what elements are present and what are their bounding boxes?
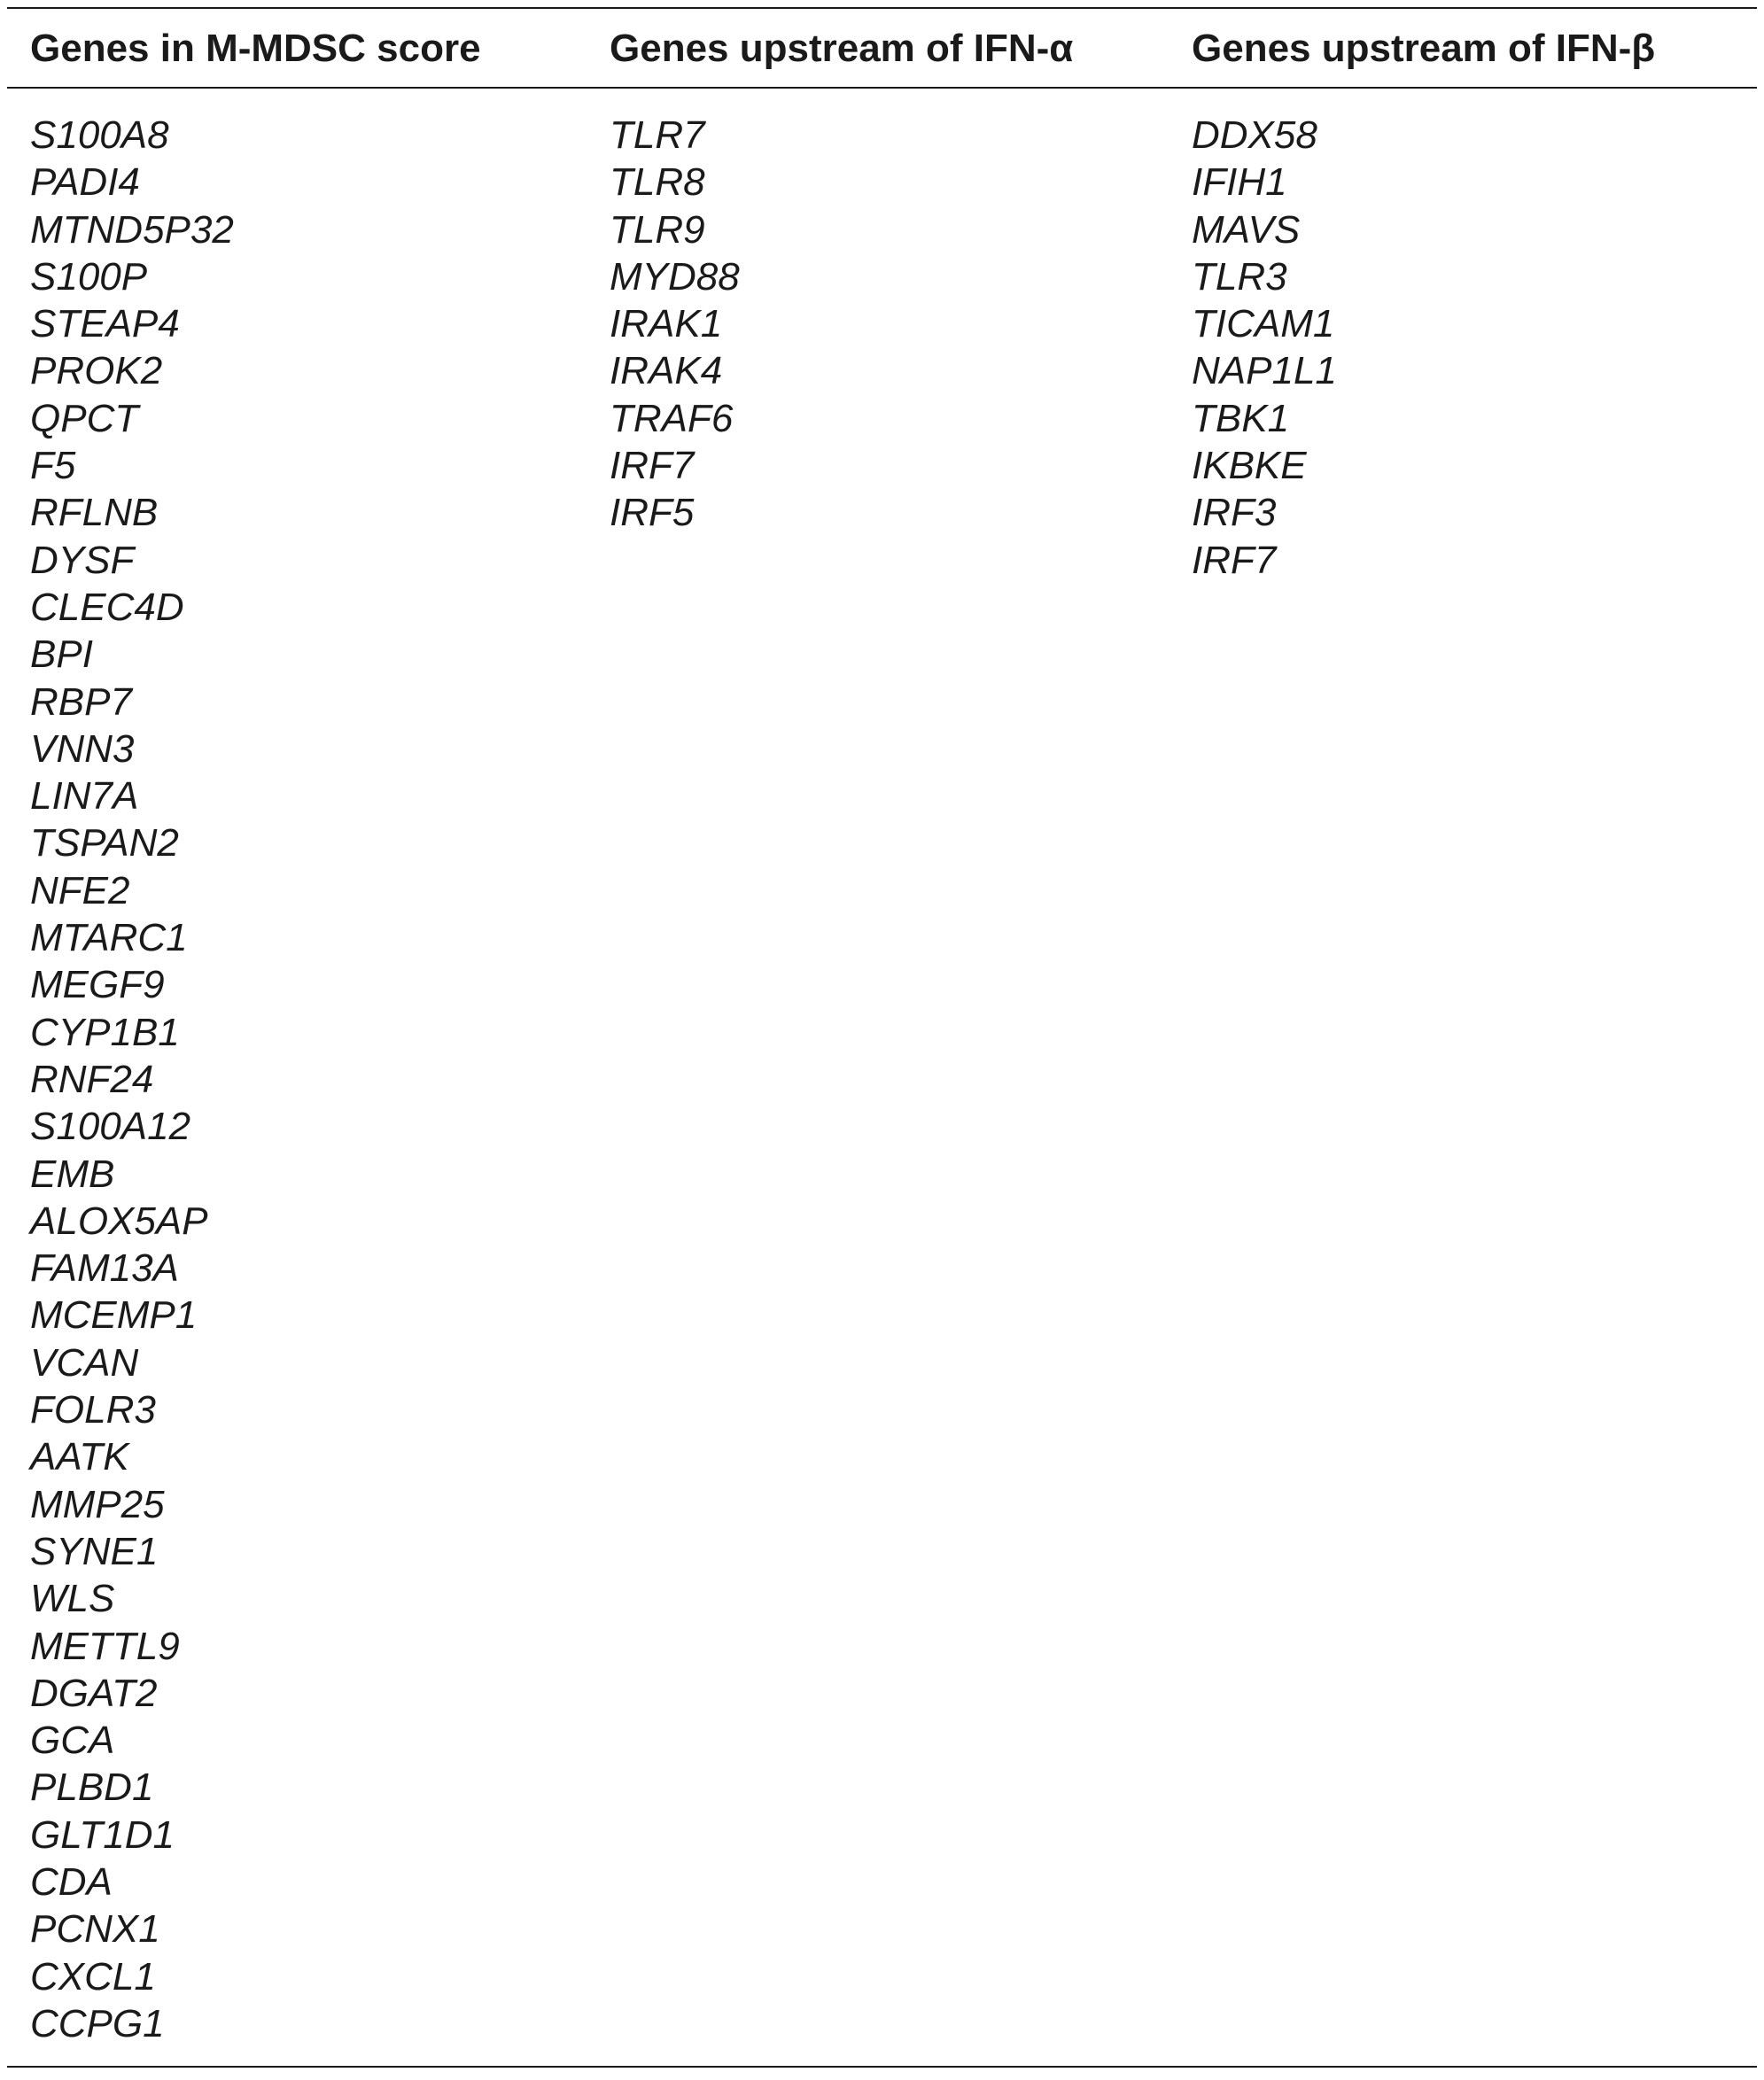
gene-cell: BPI — [30, 633, 93, 677]
gene-cell: PLBD1 — [30, 1766, 154, 1810]
gene-cell: IRAK1 — [610, 302, 723, 346]
gene-cell: TSPAN2 — [30, 821, 179, 865]
gene-cell: IFIH1 — [1192, 160, 1287, 205]
gene-cell: TICAM1 — [1192, 302, 1335, 346]
gene-cell: MAVS — [1192, 207, 1301, 252]
gene-cell: CXCL1 — [30, 1954, 156, 1999]
column-ifn-alpha-genes — [610, 112, 740, 537]
gene-cell: DDX58 — [1192, 113, 1317, 157]
gene-cell: FOLR3 — [30, 1388, 156, 1432]
gene-cell: DYSF — [30, 538, 135, 582]
gene-cell: METTL9 — [30, 1624, 180, 1668]
gene-table — [7, 7, 1757, 2068]
table-header-row — [7, 27, 1757, 71]
gene-cell: IRF7 — [610, 444, 695, 488]
gene-cell: LIN7A — [30, 774, 139, 819]
gene-cell: EMB — [30, 1152, 115, 1196]
gene-cell: QPCT — [30, 396, 139, 440]
gene-cell: IRAK4 — [610, 349, 723, 393]
gene-cell: DGAT2 — [30, 1671, 158, 1715]
gene-cell: MMP25 — [30, 1482, 165, 1526]
gene-cell: FAM13A — [30, 1246, 179, 1291]
header-ifn-beta-genes: Genes upstream of IFN-β — [1192, 27, 1656, 70]
gene-cell: NFE2 — [30, 868, 130, 912]
gene-cell: CYP1B1 — [30, 1010, 180, 1054]
table-top-rule — [7, 7, 1757, 9]
gene-cell: TLR3 — [1192, 254, 1287, 299]
gene-cell: CLEC4D — [30, 585, 184, 629]
gene-cell: IRF3 — [1192, 491, 1277, 535]
gene-cell: TLR8 — [610, 160, 705, 205]
gene-cell: GCA — [30, 1719, 115, 1763]
gene-cell: SYNE1 — [30, 1529, 159, 1573]
gene-cell: IRF5 — [610, 491, 695, 535]
gene-cell: MYD88 — [610, 254, 740, 299]
gene-cell: VNN3 — [30, 726, 135, 771]
gene-cell: STEAP4 — [30, 302, 180, 346]
gene-cell: IRF7 — [1192, 538, 1277, 582]
gene-cell: MTND5P32 — [30, 207, 234, 252]
gene-cell: MCEMP1 — [30, 1293, 198, 1338]
gene-cell: MTARC1 — [30, 916, 188, 960]
gene-cell: S100A12 — [30, 1105, 191, 1149]
column-ifn-beta-genes — [1192, 112, 1337, 584]
gene-cell: MEGF9 — [30, 963, 165, 1007]
column-mmdsc-genes — [30, 112, 234, 2047]
gene-cell: WLS — [30, 1577, 115, 1621]
gene-cell: VCAN — [30, 1340, 139, 1385]
gene-cell: PADI4 — [30, 160, 140, 205]
gene-cell: CDA — [30, 1859, 113, 1904]
gene-cell: RNF24 — [30, 1057, 154, 1101]
header-ifn-alpha-genes: Genes upstream of IFN-α — [610, 27, 1074, 70]
gene-cell: RFLNB — [30, 491, 159, 535]
gene-cell: PROK2 — [30, 349, 163, 393]
gene-cell: TRAF6 — [610, 396, 734, 440]
gene-cell: S100A8 — [30, 113, 169, 157]
gene-cell: NAP1L1 — [1192, 349, 1337, 393]
gene-cell: AATK — [30, 1435, 129, 1479]
gene-cell: TLR7 — [610, 113, 705, 157]
gene-cell: RBP7 — [30, 679, 132, 724]
gene-cell: IKBKE — [1192, 444, 1307, 488]
table-header-rule — [7, 87, 1757, 89]
gene-cell: ALOX5AP — [30, 1199, 208, 1243]
gene-cell: GLT1D1 — [30, 1812, 175, 1857]
gene-cell: PCNX1 — [30, 1907, 160, 1952]
gene-cell: F5 — [30, 444, 76, 488]
gene-cell: TBK1 — [1192, 396, 1290, 440]
gene-cell: CCPG1 — [30, 2001, 165, 2045]
header-mmdsc-genes: Genes in M-MDSC score — [30, 27, 481, 70]
table-bottom-rule — [7, 2066, 1757, 2068]
gene-cell: TLR9 — [610, 207, 705, 252]
gene-cell: S100P — [30, 254, 148, 299]
